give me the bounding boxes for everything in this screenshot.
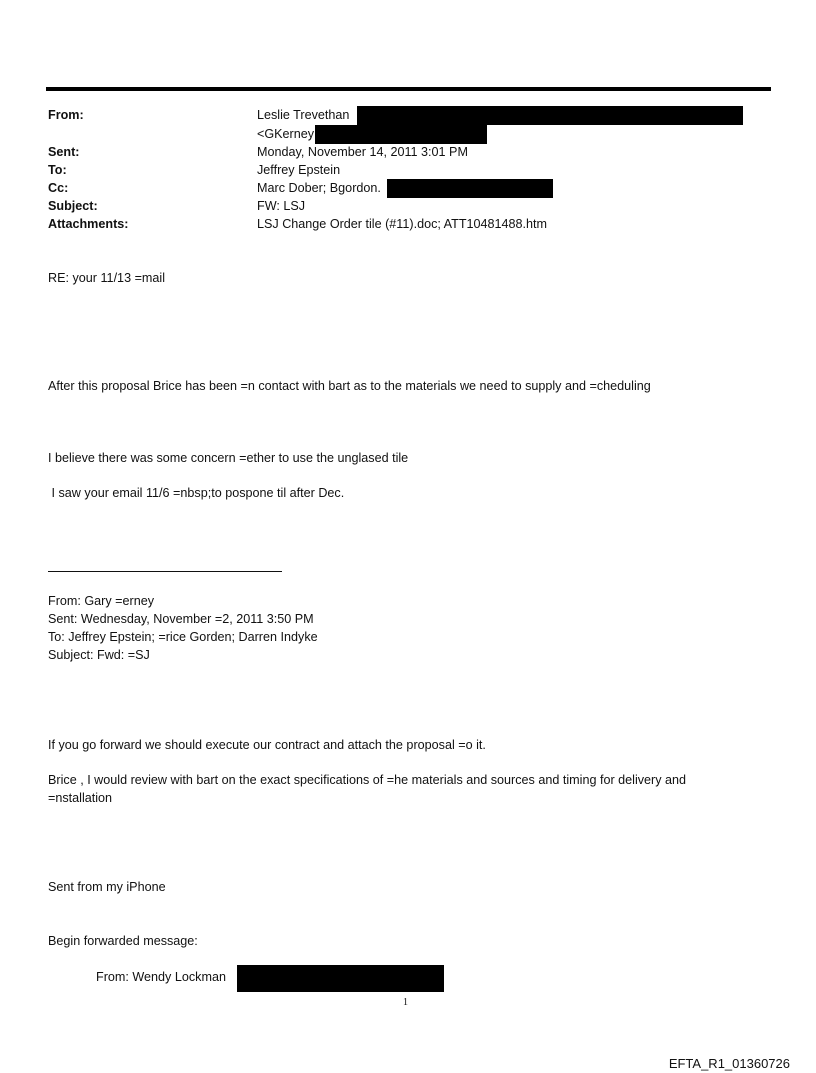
- to-label: To:: [48, 163, 67, 177]
- document-id: EFTA_R1_01360726: [668, 1056, 790, 1071]
- begin-forwarded: Begin forwarded message:: [48, 934, 198, 948]
- from-label: From:: [48, 108, 84, 122]
- to-value: Jeffrey Epstein: [257, 163, 341, 177]
- forwarded-to: To: Jeffrey Epstein; =rice Gorden; Darren Indyke: [48, 630, 318, 644]
- quote-divider: [48, 571, 282, 572]
- body-paragraph: Brice , I would review with bart on the exact specifications of =he materials and sources and timing for delivery and: [48, 773, 687, 787]
- body-paragraph: After this proposal Brice has been =n contact with bart as to the materials we need to supply and =cheduling: [48, 379, 651, 393]
- attachments-label: Attachments:: [48, 217, 129, 231]
- from-value-line2: <GKerney: [257, 127, 315, 141]
- nested-from: From: Wendy Lockman: [96, 970, 226, 984]
- body-paragraph: If you go forward we should execute our contract and attach the proposal =o it.: [48, 738, 486, 752]
- redaction-box: [387, 179, 553, 198]
- subject-label: Subject:: [48, 199, 98, 213]
- sent-value: Monday, November 14, 2011 3:01 PM: [257, 145, 468, 159]
- cc-value: Marc Dober; Bgordon.: [257, 181, 381, 195]
- cc-label: Cc:: [48, 181, 69, 195]
- body-paragraph: I saw your email 11/6 =nbsp;to pospone til after Dec.: [48, 486, 345, 500]
- body-paragraph: I believe there was some concern =ether to use the unglased tile: [48, 451, 409, 465]
- forwarded-sent: Sent: Wednesday, November =2, 2011 3:50 PM: [48, 612, 314, 626]
- redaction-box: [315, 125, 487, 144]
- redaction-box: [237, 965, 444, 992]
- attachments-value: LSJ Change Order tile (#11).doc; ATT10481488.htm: [257, 217, 548, 231]
- subject-value: FW: LSJ: [257, 199, 306, 213]
- forwarded-subject: Subject: Fwd: =SJ: [48, 648, 150, 662]
- redaction-box: [357, 106, 743, 125]
- page-number: 1: [403, 997, 408, 1008]
- re-line: RE: your 11/13 =mail: [48, 271, 166, 285]
- from-value: Leslie Trevethan: [257, 108, 350, 122]
- sent-label: Sent:: [48, 145, 80, 159]
- signature: Sent from my iPhone: [48, 880, 166, 894]
- forwarded-from: From: Gary =erney: [48, 594, 155, 608]
- header-rule: [46, 87, 771, 91]
- body-paragraph-continued: =nstallation: [48, 791, 113, 805]
